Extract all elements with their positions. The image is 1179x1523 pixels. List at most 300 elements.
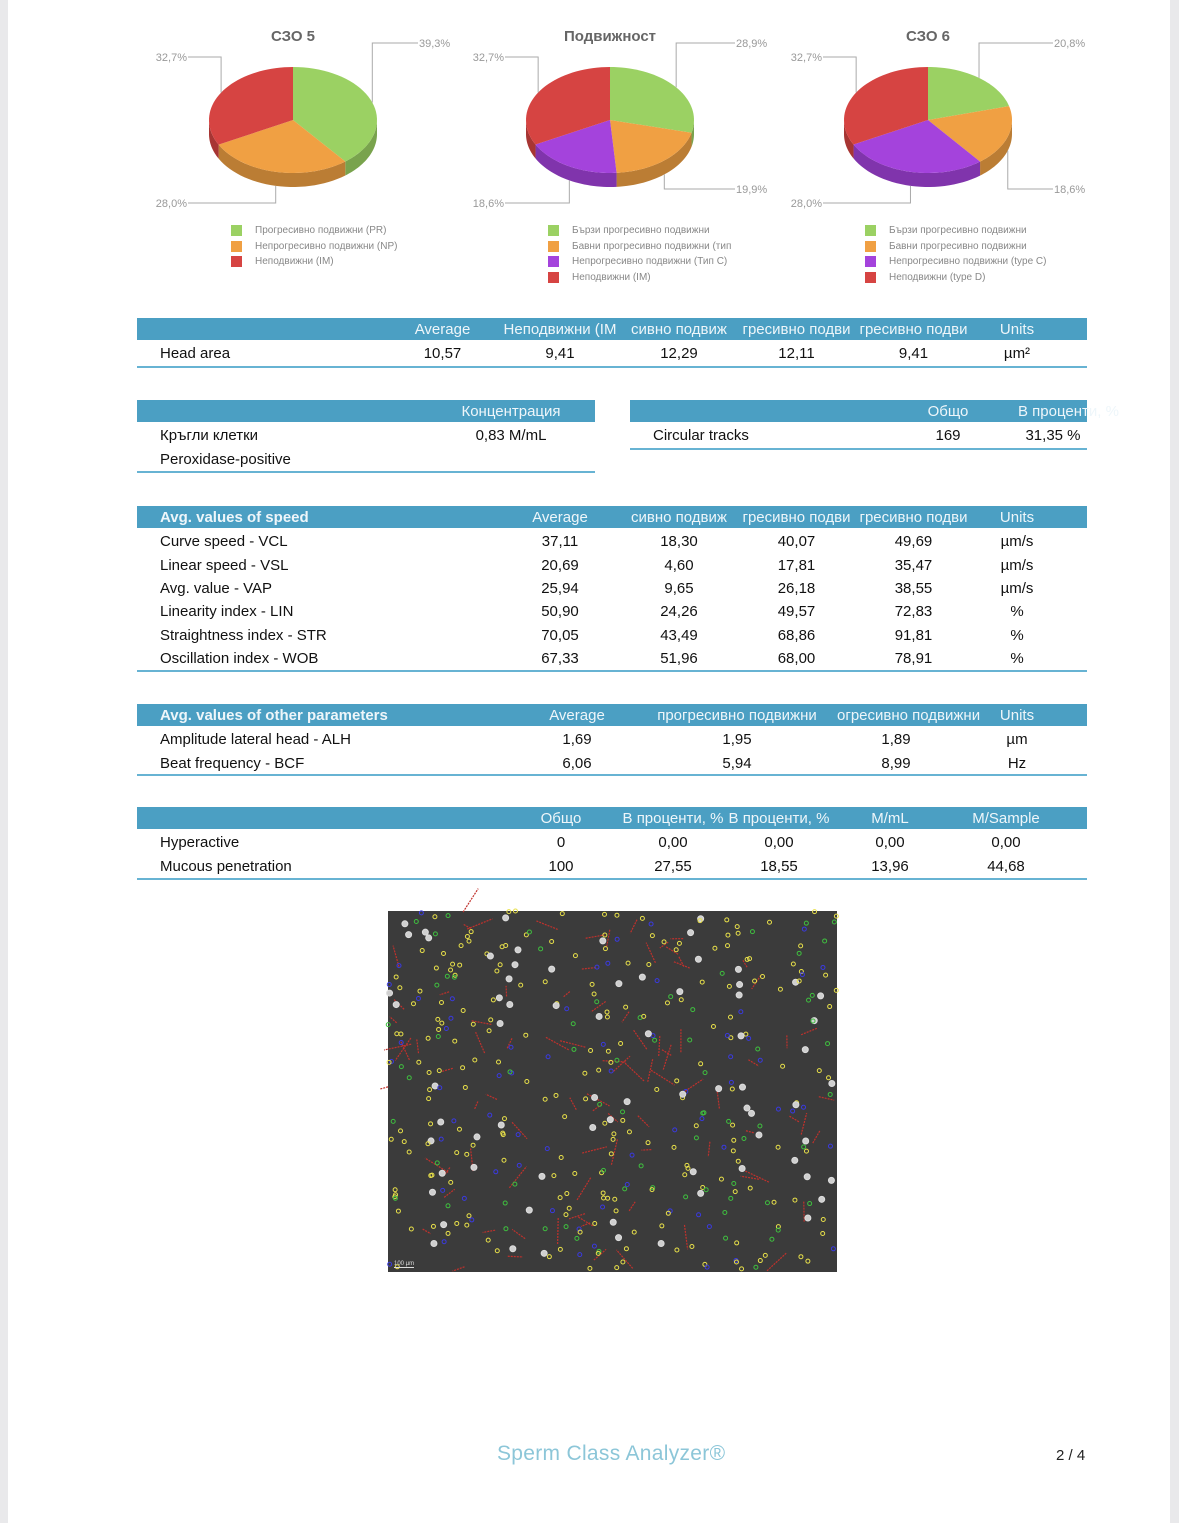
legend-swatch xyxy=(865,241,876,252)
track-path xyxy=(616,1250,632,1268)
cell-marker xyxy=(565,1007,569,1011)
cell-marker xyxy=(730,1087,734,1091)
track-path xyxy=(685,1079,703,1091)
cell-marker xyxy=(543,980,547,984)
cell-marker xyxy=(732,1138,736,1142)
cell-value: 100 xyxy=(548,857,574,875)
cell-marker xyxy=(590,982,594,986)
column-header: Общо xyxy=(540,809,582,827)
cell-marker xyxy=(823,939,827,943)
cell-marker xyxy=(726,933,730,937)
cell-marker xyxy=(387,983,391,987)
cell-marker xyxy=(558,1247,562,1251)
cell-marker xyxy=(749,1110,755,1116)
track-path xyxy=(625,1063,644,1081)
cell-marker xyxy=(519,983,523,987)
cell-marker xyxy=(662,940,666,944)
pie-data-label: 32,7% xyxy=(790,52,822,64)
cell-marker xyxy=(507,1002,513,1008)
cell-marker xyxy=(803,1138,809,1144)
cell-value: 8,99 xyxy=(881,754,911,772)
cell-marker xyxy=(737,982,743,988)
table-header xyxy=(137,506,1087,528)
cell-value: 17,81 xyxy=(777,556,816,574)
cell-marker xyxy=(802,927,806,931)
legend-label: Неподвижни (type D) xyxy=(889,271,986,283)
table-row xyxy=(137,342,1087,365)
pie-svg xyxy=(450,20,770,220)
cell-marker xyxy=(697,1213,701,1217)
legend-label: Непрогресивно подвижни (type C) xyxy=(889,256,1047,268)
cell-marker xyxy=(739,1165,745,1171)
track-path xyxy=(560,1041,585,1047)
cell-marker xyxy=(539,947,543,951)
cell-marker xyxy=(539,1173,545,1179)
cell-marker xyxy=(446,1231,450,1235)
cell-marker xyxy=(451,962,455,966)
cell-marker xyxy=(602,1196,606,1200)
cell-marker xyxy=(578,1253,582,1257)
cell-marker xyxy=(677,989,683,995)
cell-marker xyxy=(436,1017,440,1021)
cell-marker xyxy=(433,915,437,919)
column-header: сивно подвиж xyxy=(631,320,727,338)
cell-marker xyxy=(802,1145,806,1149)
cell-marker xyxy=(471,1022,475,1026)
cell-marker xyxy=(459,944,463,948)
legend-swatch xyxy=(548,241,559,252)
cell-marker xyxy=(592,1244,596,1248)
pie-data-label: 39,3% xyxy=(419,38,451,50)
pie-data-label: 28,9% xyxy=(736,38,768,50)
cell-marker xyxy=(450,997,454,1001)
table-bottom-rule xyxy=(630,448,1087,450)
cell-value: Hz xyxy=(1007,754,1027,772)
cell-marker xyxy=(747,1036,751,1040)
cell-marker xyxy=(770,1237,774,1241)
cell-marker xyxy=(610,1219,616,1225)
legend-swatch xyxy=(865,272,876,283)
track-path xyxy=(442,1068,453,1071)
cell-marker xyxy=(683,1173,687,1177)
cell-value: 78,91 xyxy=(894,650,933,668)
cell-marker xyxy=(446,1204,450,1208)
cell-marker xyxy=(429,1189,435,1195)
cell-marker xyxy=(711,1025,715,1029)
cell-marker xyxy=(731,1149,735,1153)
cell-marker xyxy=(567,1206,571,1210)
cell-marker xyxy=(609,1060,613,1064)
cell-value: 0,00 xyxy=(991,834,1021,852)
cell-marker xyxy=(496,995,502,1001)
cell-value: % xyxy=(1010,626,1024,644)
track-path xyxy=(423,1229,431,1234)
leader-line xyxy=(505,57,538,93)
cell-value: 25,94 xyxy=(541,579,579,597)
track-path xyxy=(766,1253,786,1271)
cell-marker xyxy=(623,1187,627,1191)
cell-marker xyxy=(772,1200,776,1204)
cell-marker xyxy=(707,1225,711,1229)
cell-marker xyxy=(465,934,469,938)
cell-marker xyxy=(609,1152,613,1156)
cell-marker xyxy=(828,1005,832,1009)
track-path xyxy=(444,1189,455,1197)
chart-title: СЗО 5 xyxy=(270,28,315,45)
column-header: Average xyxy=(549,706,605,724)
cell-marker xyxy=(821,965,825,969)
cell-marker xyxy=(434,966,438,970)
table-row xyxy=(137,577,1087,600)
table-header xyxy=(137,704,1087,726)
cell-marker xyxy=(719,1177,723,1181)
cell-value: 68,00 xyxy=(777,650,816,668)
column-header: прогресивно подвижни xyxy=(657,706,817,724)
row-label: Amplitude lateral head - ALH xyxy=(160,731,351,749)
cell-marker xyxy=(799,1255,803,1259)
table-bottom-rule xyxy=(137,366,1087,368)
track-path xyxy=(464,925,471,929)
cell-marker xyxy=(439,1137,443,1141)
track-path xyxy=(801,1113,806,1134)
legend-item xyxy=(865,270,1046,286)
legend-label: Неподвижни (IM) xyxy=(572,271,651,283)
cell-marker xyxy=(420,949,424,953)
cell-value: 12,29 xyxy=(660,345,698,363)
track-path xyxy=(581,1223,590,1227)
column-header: Неподвижни (IM xyxy=(503,320,617,338)
cell-marker xyxy=(573,1172,577,1176)
cell-marker xyxy=(821,1232,825,1236)
other-parameters-table xyxy=(137,704,1087,776)
cell-marker xyxy=(449,1016,453,1020)
hyperactive-table xyxy=(137,807,1087,880)
legend-swatch xyxy=(231,256,242,267)
cell-marker xyxy=(488,1113,492,1117)
table-row xyxy=(137,831,1087,854)
cell-marker xyxy=(806,1259,810,1263)
cell-marker xyxy=(431,1241,437,1247)
cell-marker xyxy=(427,1097,431,1101)
cell-marker xyxy=(824,973,828,977)
row-label: Mucous penetration xyxy=(160,857,292,875)
cell-marker xyxy=(672,1145,676,1149)
cell-marker xyxy=(588,1266,592,1270)
table-row xyxy=(630,424,1087,447)
column-header: Avg. values of speed xyxy=(160,508,309,526)
cell-marker xyxy=(675,1248,679,1252)
row-label: Avg. value - VAP xyxy=(160,579,273,597)
track-path xyxy=(417,1039,419,1053)
cell-marker xyxy=(688,930,694,936)
cell-marker xyxy=(720,971,724,975)
cell-marker xyxy=(470,1218,474,1222)
cell-marker xyxy=(422,929,428,935)
track-path xyxy=(659,1035,660,1056)
cell-marker xyxy=(818,993,824,999)
cell-marker xyxy=(543,1097,547,1101)
cell-marker xyxy=(512,962,518,968)
cell-marker xyxy=(729,1015,733,1019)
legend-item xyxy=(231,223,397,239)
track-path xyxy=(512,1229,525,1238)
cell-marker xyxy=(729,1055,733,1059)
cell-marker xyxy=(438,1086,442,1090)
track-path xyxy=(630,920,637,934)
cell-value: % xyxy=(1010,603,1024,621)
cell-marker xyxy=(461,1008,465,1012)
track-path xyxy=(641,1150,651,1151)
cell-marker xyxy=(606,1049,610,1053)
pie-svg xyxy=(133,20,453,220)
cell-marker xyxy=(525,1079,529,1083)
legend-item xyxy=(865,254,1046,270)
cell-marker xyxy=(763,1253,767,1257)
cell-marker xyxy=(703,1071,707,1075)
cell-marker xyxy=(603,947,607,951)
track-path xyxy=(508,1256,523,1257)
cell-marker xyxy=(804,1149,808,1153)
cell-marker xyxy=(515,947,521,953)
cell-marker xyxy=(832,920,836,924)
legend-swatch xyxy=(231,225,242,236)
leader-line xyxy=(676,43,735,87)
cell-marker xyxy=(502,1158,506,1162)
cell-marker xyxy=(609,1069,613,1073)
scale-bar: 100 µm xyxy=(394,1261,415,1267)
cell-marker xyxy=(732,1181,736,1185)
table-row xyxy=(137,624,1087,647)
cell-marker xyxy=(402,1140,406,1144)
cell-marker xyxy=(441,1222,447,1228)
track-path xyxy=(475,1101,478,1109)
cell-marker xyxy=(627,1130,631,1134)
leader-line xyxy=(664,174,735,189)
pie-data-label: 20,8% xyxy=(1054,38,1086,50)
cell-marker xyxy=(699,1062,703,1066)
column-header: Units xyxy=(999,706,1035,724)
cell-marker xyxy=(507,910,511,914)
cell-marker xyxy=(736,931,740,935)
cell-marker xyxy=(813,910,817,914)
cell-marker xyxy=(547,1255,551,1259)
pie-data-label: 18,6% xyxy=(472,198,504,210)
cell-marker xyxy=(509,1045,513,1049)
column-header: M/mL xyxy=(871,809,909,827)
cell-marker xyxy=(621,1118,625,1122)
cell-marker xyxy=(797,951,801,955)
cell-value: 0,00 xyxy=(764,834,794,852)
cell-marker xyxy=(396,1209,400,1213)
cell-value: µm xyxy=(1006,731,1028,749)
cell-marker xyxy=(563,1115,567,1119)
cell-marker xyxy=(504,944,508,948)
table-row xyxy=(137,854,1087,877)
row-label: Curve speed - VCL xyxy=(160,533,288,551)
cell-marker xyxy=(606,961,610,965)
cell-marker xyxy=(694,1124,698,1128)
row-label: Oscillation index - WOB xyxy=(160,650,319,668)
cell-marker xyxy=(675,1079,679,1083)
cell-value: µm/s xyxy=(1000,533,1034,551)
cell-marker xyxy=(621,1110,625,1114)
cell-marker xyxy=(435,983,439,987)
cell-marker xyxy=(436,1034,440,1038)
table-row xyxy=(137,728,1087,751)
cell-marker xyxy=(727,1119,731,1123)
cell-marker xyxy=(758,1259,762,1263)
cell-marker xyxy=(756,1132,762,1138)
row-label: Linear speed - VSL xyxy=(160,556,289,574)
cell-marker xyxy=(674,948,678,952)
cell-marker xyxy=(473,1058,477,1062)
cell-marker xyxy=(526,1207,532,1213)
cell-marker xyxy=(598,1102,602,1106)
cell-marker xyxy=(828,1144,832,1148)
cell-marker xyxy=(677,941,681,945)
cell-marker xyxy=(646,1141,650,1145)
cell-marker xyxy=(510,1246,516,1252)
cell-marker xyxy=(778,987,782,991)
cell-marker xyxy=(553,1003,559,1009)
cell-marker xyxy=(722,1145,726,1149)
cell-marker xyxy=(624,1247,628,1251)
cell-value: 1,89 xyxy=(881,731,911,749)
column-header: В проценти, % xyxy=(728,809,830,827)
cell-marker xyxy=(665,1001,669,1005)
cell-marker xyxy=(572,1047,576,1051)
column-header: Units xyxy=(999,508,1035,526)
legend-label: Бързи прогресивно подвижни xyxy=(889,225,1027,237)
cell-marker xyxy=(821,1218,825,1222)
track-path xyxy=(445,1167,450,1174)
cell-marker xyxy=(645,1031,651,1037)
cell-value: 12,11 xyxy=(778,345,815,363)
cell-marker xyxy=(595,1000,599,1004)
pie-chart-motility xyxy=(450,20,770,290)
cell-marker xyxy=(398,986,402,990)
cell-marker xyxy=(437,1027,441,1031)
cell-marker xyxy=(828,1092,832,1096)
cell-marker xyxy=(758,1124,762,1128)
cell-marker xyxy=(793,1102,799,1108)
track-path xyxy=(483,1230,496,1232)
column-header: гресивно подви xyxy=(742,508,851,526)
track-path xyxy=(563,992,570,998)
legend-swatch xyxy=(865,256,876,267)
cell-value: 24,26 xyxy=(660,603,698,621)
track-path xyxy=(593,1105,601,1111)
cell-value: µm² xyxy=(1003,345,1031,363)
cell-marker xyxy=(781,1064,785,1068)
cell-marker xyxy=(729,1196,733,1200)
cell-marker xyxy=(606,1196,610,1200)
cell-marker xyxy=(388,1262,392,1266)
cell-marker xyxy=(391,1119,395,1123)
cell-marker xyxy=(817,1069,821,1073)
cell-value: 68,86 xyxy=(777,626,816,644)
cell-marker xyxy=(740,1267,744,1271)
cell-marker xyxy=(726,944,730,948)
legend-item xyxy=(548,254,731,270)
track-path xyxy=(708,1142,710,1157)
legend-label: Бавни прогресивно подвижни (тип xyxy=(572,240,732,252)
cell-marker xyxy=(695,956,701,962)
cell-marker xyxy=(615,913,619,917)
cell-marker xyxy=(639,974,645,980)
cell-marker xyxy=(768,920,772,924)
cell-marker xyxy=(469,930,473,934)
cell-marker xyxy=(649,922,653,926)
pie-chart-who6 xyxy=(768,20,1088,290)
table-bottom-rule xyxy=(137,878,1087,880)
track-path xyxy=(509,1166,526,1187)
cell-value: 20,69 xyxy=(541,556,579,574)
column-header: сивно подвиж xyxy=(631,508,727,526)
cell-marker xyxy=(625,1182,629,1186)
cell-marker xyxy=(399,1129,403,1133)
speed-table xyxy=(137,506,1087,672)
cell-marker xyxy=(411,1002,415,1006)
cell-marker xyxy=(704,1188,708,1192)
cell-marker xyxy=(590,1124,596,1130)
cell-marker xyxy=(736,992,742,998)
cell-marker xyxy=(744,1105,750,1111)
cell-marker xyxy=(409,1227,413,1231)
cell-marker xyxy=(756,1047,760,1051)
cell-marker xyxy=(603,1121,607,1125)
cell-marker xyxy=(575,1236,579,1240)
cell-marker xyxy=(449,968,453,972)
leader-line xyxy=(979,43,1053,78)
cell-marker xyxy=(442,951,446,955)
cell-marker xyxy=(517,1163,521,1167)
cell-marker xyxy=(471,1143,475,1147)
cell-marker xyxy=(684,1195,688,1199)
cell-marker xyxy=(619,1041,623,1045)
legend-swatch xyxy=(548,225,559,236)
cell-marker xyxy=(550,1209,554,1213)
track-path xyxy=(789,1116,799,1122)
cell-marker xyxy=(611,1137,615,1141)
cell-marker xyxy=(471,1164,477,1170)
cell-marker xyxy=(414,920,418,924)
legend-swatch xyxy=(231,241,242,252)
track-path xyxy=(748,1060,758,1066)
cell-value: 0,00 xyxy=(658,834,688,852)
pie-data-label: 28,0% xyxy=(790,198,822,210)
head-area-table xyxy=(137,318,1087,368)
legend-item xyxy=(548,223,731,239)
cell-marker xyxy=(804,921,808,925)
cell-marker xyxy=(601,1205,605,1209)
cell-marker xyxy=(486,1238,490,1242)
cell-marker xyxy=(807,998,811,1002)
cell-marker xyxy=(819,1196,825,1202)
cell-marker xyxy=(736,1159,740,1163)
track-path xyxy=(587,1094,610,1106)
cell-marker xyxy=(439,1001,443,1005)
table-row xyxy=(137,600,1087,623)
cell-marker xyxy=(546,1055,550,1059)
track-path xyxy=(546,1037,569,1050)
cell-marker xyxy=(441,1188,445,1192)
pie-data-label: 28,0% xyxy=(155,198,187,210)
brand-logo: Sperm Class Analyzer® xyxy=(497,1442,726,1465)
cell-marker xyxy=(679,998,683,1002)
cell-marker xyxy=(444,1026,448,1030)
cell-marker xyxy=(564,1225,568,1229)
